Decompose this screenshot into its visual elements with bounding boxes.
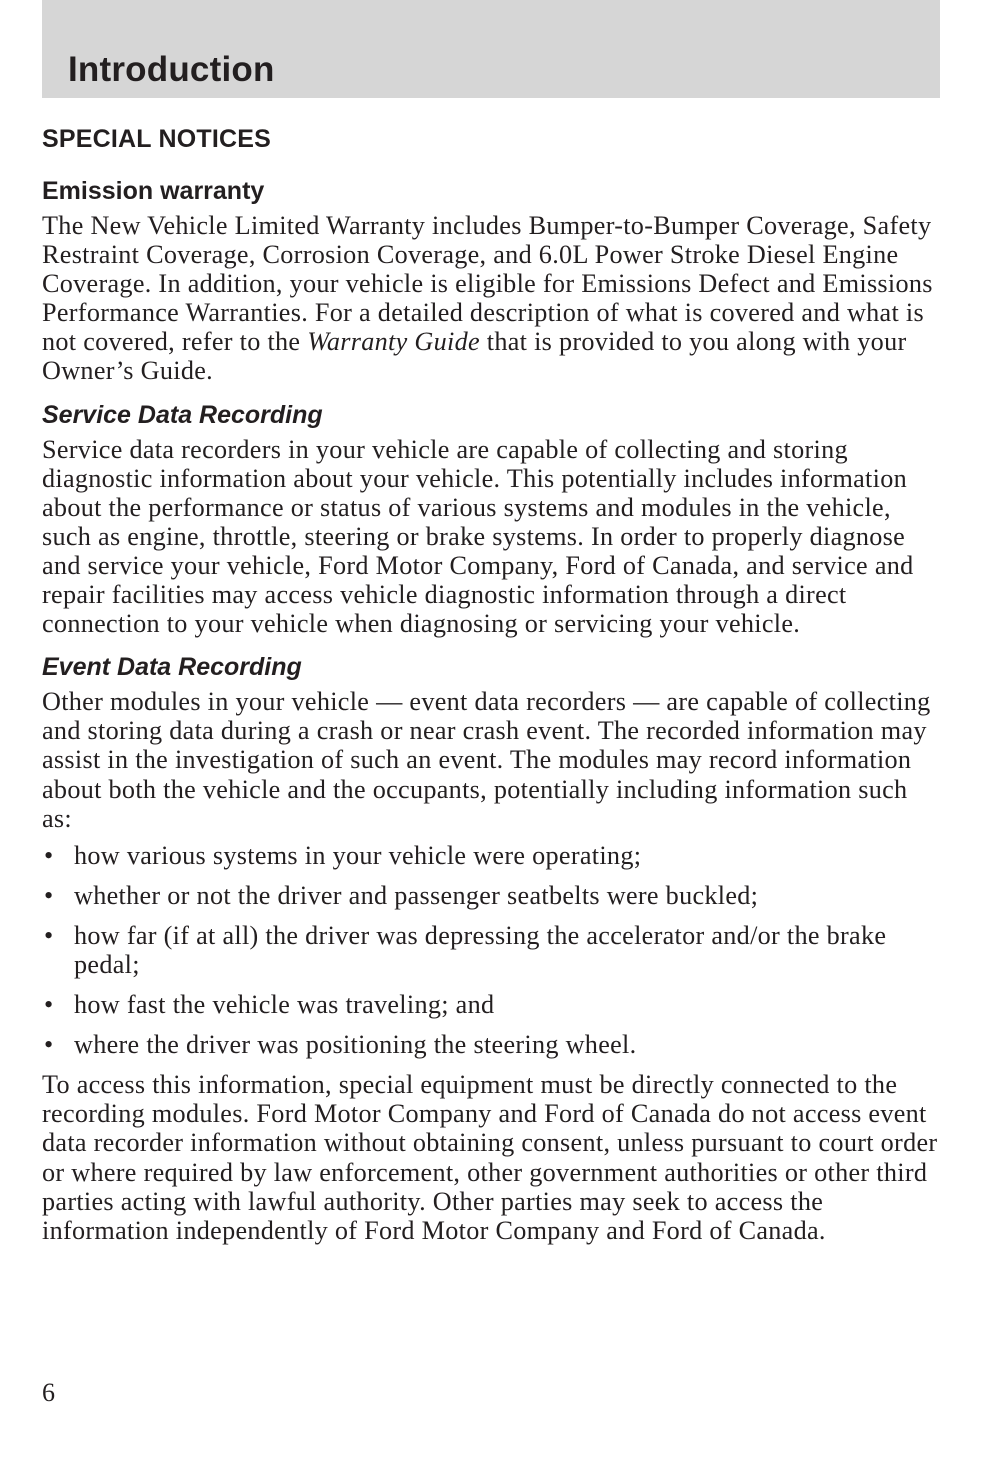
bullet-icon: • [44, 880, 54, 910]
emission-warranty-heading: Emission warranty [42, 177, 265, 205]
list-item-text: how various systems in your vehicle were operating; [74, 840, 642, 870]
list-item-text: where the driver was positioning the steering wheel. [74, 1030, 637, 1060]
list-item [42, 990, 942, 1019]
event-data-list [42, 841, 942, 1060]
bullet-icon: • [44, 1030, 54, 1060]
bullet-icon: • [44, 920, 54, 950]
page-content [42, 124, 942, 1245]
service-data-paragraph: Service data recorders in your vehicle are capable of collecting and storing diagnostic information about your vehicle. This potentially includes information about the performance or status of various systems and modules in the vehicle, such as engine, throttle, steering or brake systems. In order to properly diagnose and service your vehicle, Ford Motor Company, Ford of Canada, and service and repair facilities may access vehicle diagnostic information through a direct connection to your vehicle when diagnosing or servicing your vehicle. [42, 434, 914, 639]
service-data-heading: Service Data Recording [42, 400, 323, 429]
section-title: SPECIAL NOTICES [42, 125, 271, 153]
event-data-closing: To access this information, special equipment must be directly connected to the recording modules. Ford Motor Company and Ford of Canada do not access event data recorder information without obtaining consent, unless pursuant to court order or where required by law enforcement, other government authorities or other third parties acting with lawful authority. Other parties may seek to access the information independently of Ford Motor Company and Ford of Canada. [42, 1070, 938, 1245]
header-band [42, 0, 940, 98]
list-item [42, 921, 942, 979]
page-title: Introduction [68, 50, 275, 89]
event-data-intro: Other modules in your vehicle — event data recorders — are capable of collecting and storing data during a crash or near crash event. The recorded information may assist in the investigation of such an event. The modules may record information about both the vehicle and the occupants, potentially including information such as: [42, 687, 931, 833]
list-item-text: whether or not the driver and passenger seatbelts were buckled; [74, 880, 759, 910]
list-item [42, 841, 942, 870]
list-item [42, 881, 942, 910]
warranty-guide-title: Warranty Guide [307, 327, 480, 357]
page-number: 6 [42, 1378, 55, 1407]
bullet-icon: • [44, 990, 54, 1020]
list-item-text: how far (if at all) the driver was depressing the accelerator and/or the brake pedal; [74, 920, 887, 979]
emission-text-after: that is provided to you along with your Owner’s Guide. [42, 327, 907, 386]
event-data-heading: Event Data Recording [42, 653, 302, 682]
list-item [42, 1030, 942, 1059]
emission-warranty-paragraph [42, 211, 942, 386]
bullet-icon: • [44, 840, 54, 870]
list-item-text: how fast the vehicle was traveling; and [74, 990, 495, 1020]
emission-text-before: The New Vehicle Limited Warranty includes Bumper-to-Bumper Coverage, Safety Restraint Coverage, Corrosion Coverage, and 6.0L Power Stroke Diesel Engine Coverage. In addition, your vehicle is eligible for Emissions Defect and Emissions Performance Warranties. For a detailed description of what is covered and what is not covered, refer to the [42, 211, 933, 357]
